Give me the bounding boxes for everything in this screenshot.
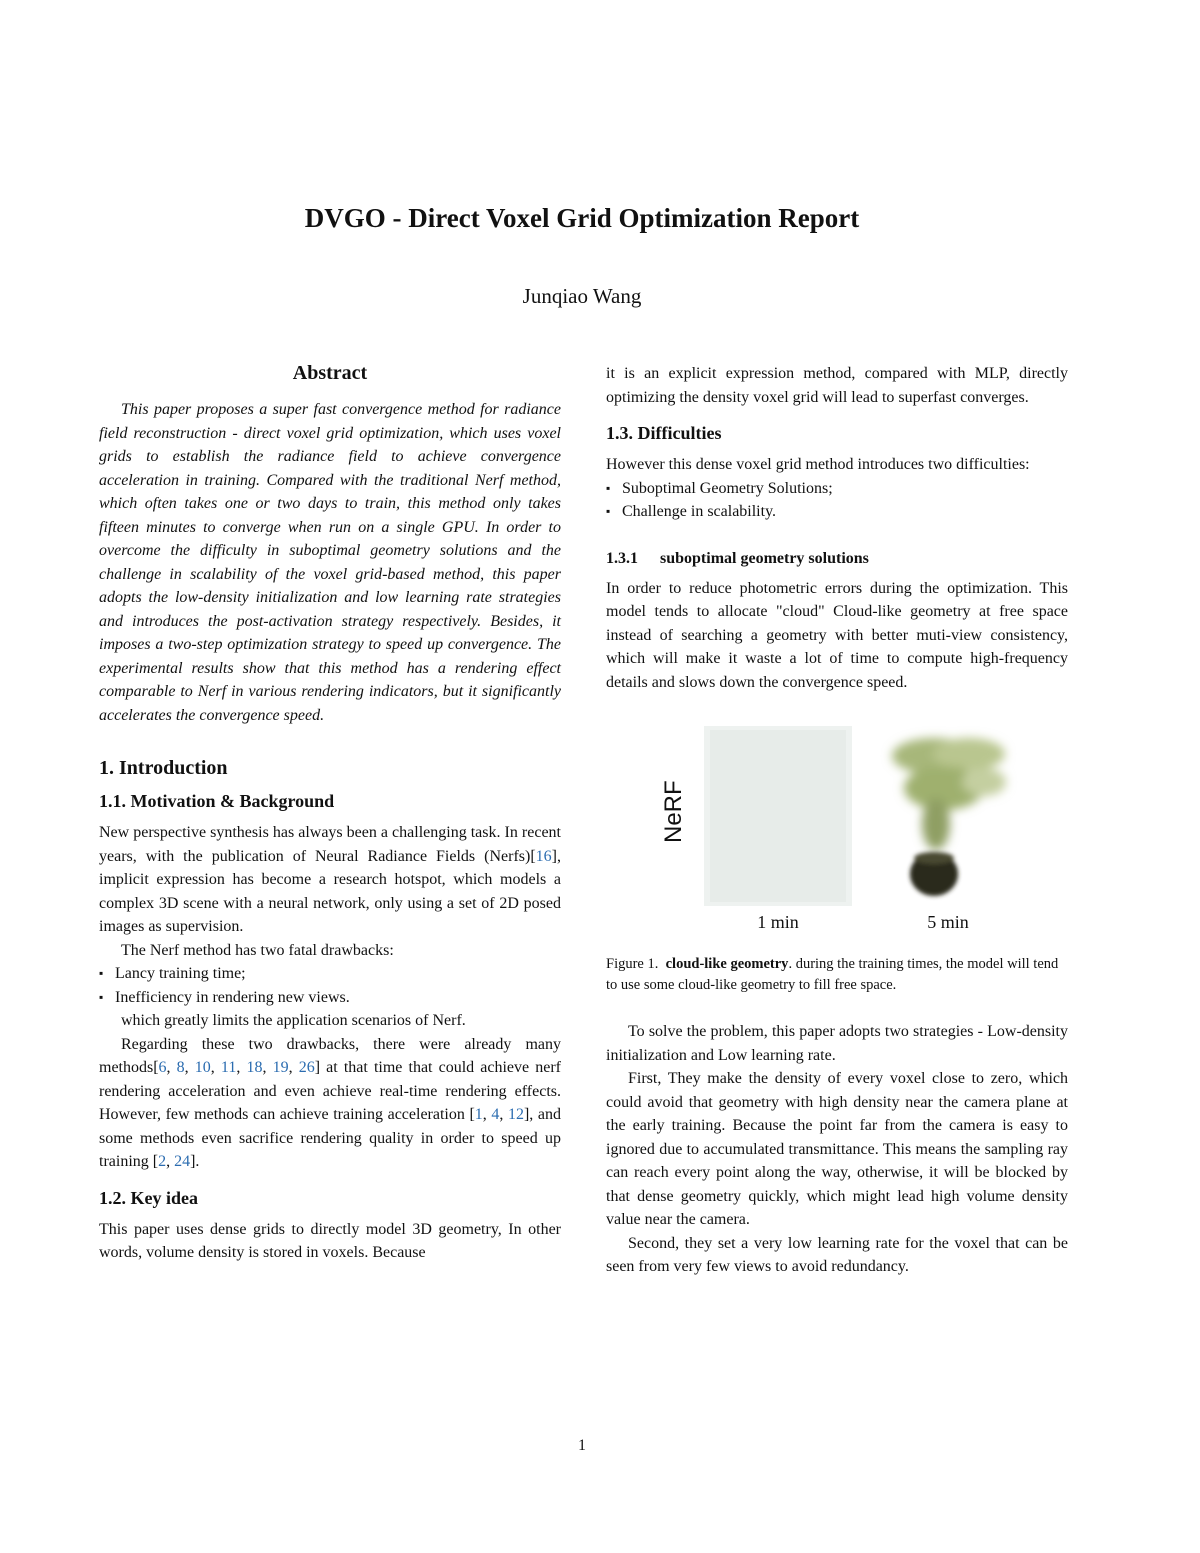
key-idea-paragraph-continued: it is an explicit expression method, compared with MLP, directly optimizing the density voxel grid will lead to superfast converges. <box>606 365 1068 406</box>
subsection-motivation-heading: 1.1. Motivation & Background <box>99 791 335 811</box>
subsubsection-heading <box>606 550 1068 568</box>
subsection-difficulties-heading: 1.3. Difficulties <box>606 423 722 443</box>
citation-link[interactable]: 8 <box>176 1059 185 1076</box>
page-number: 1 <box>578 1437 586 1454</box>
list-item: ▪ Challenge in scalability. <box>606 500 1068 524</box>
citation-link[interactable]: 26 <box>298 1059 315 1076</box>
difficulties-paragraph: However this dense voxel grid method introduces two difficulties: <box>606 456 1030 473</box>
suboptimal-paragraph: In order to reduce photometric errors during the optimization. This model tends to allocate "cloud" Cloud-like geometry at free space instead of searching a geometry with better muti-view consistency, which will make it waste a lot of time to compute high-frequency details and slows down the convergence speed. <box>606 579 1068 691</box>
subsubsection-number: 1.3.1 <box>606 549 638 567</box>
solution-paragraph-1: To solve the problem, this paper adopts two strategies - Low-density initialization and Low learning rate. <box>606 1023 1068 1064</box>
solution-paragraph-2: First, They make the density of every voxel close to zero, which could avoid that geometry with high density near the camera plane at the early training. Because the point far from the camera is easy to ignored due to accumulated transmittance. This means the sampling ray can reach every point along the way, otherwise, it will be blocked by that dense geometry quickly, which might lead high volume density value near the camera. <box>606 1070 1068 1228</box>
paper-title: DVGO - Direct Voxel Grid Optimization Report <box>304 203 860 233</box>
citation-link[interactable]: 19 <box>272 1059 289 1076</box>
citation-link[interactable]: 18 <box>246 1059 263 1076</box>
right-column <box>606 362 1068 1279</box>
section-introduction-heading: 1. Introduction <box>99 757 228 779</box>
list-item: ▪ Lancy training time; <box>99 962 561 986</box>
citation-link[interactable]: 16 <box>535 847 552 865</box>
figure-caption: Figure 1. cloud-like geometry. during the training times, the model will tend to use some cloud-like geometry to fill free space. <box>606 956 1059 993</box>
subsection-key-idea-heading: 1.2. Key idea <box>99 1187 198 1208</box>
author-name: Junqiao Wang <box>522 284 642 308</box>
left-column <box>99 362 561 1265</box>
figure-panel-5min <box>874 726 1022 906</box>
figure-row-label: NeRF <box>660 780 687 843</box>
citation-link[interactable]: 10 <box>194 1059 211 1076</box>
motivation-paragraph-3: which greatly limits the application scenarios of Nerf. <box>121 1012 466 1029</box>
citation-link[interactable]: 1 <box>474 1106 483 1123</box>
figure-panel-1min <box>704 726 852 906</box>
panel-label-1min: 1 min <box>757 912 799 932</box>
motivation-paragraph-1: New perspective synthesis has always been a challenging task. In recent years, with the publication of Neural Radiance Fields (Nerfs)[16], implicit expression has become a research hotspot, which models a complex 3D scene with a neural network, only using a set of 2D posed images as supervision. <box>99 824 561 935</box>
drawbacks-list <box>99 962 561 1009</box>
list-item: ▪ Inefficiency in rendering new views. <box>99 986 561 1010</box>
citation-link[interactable]: 12 <box>507 1106 524 1123</box>
abstract-text: This paper proposes a super fast convergence method for radiance field reconstruction - direct voxel grid optimization, which uses voxel grids to establish the radiance field to achieve convergence acceleration in training. Compared with the traditional Nerf method, which often takes one or two days to train, this method only takes fifteen minutes to converge when run on a single GPU. In order to overcome the difficulty in suboptimal geometry solutions and the challenge in scalability of the voxel grid-based method, this paper adopts the low-density initialization and low learning rate strategies and introduces the post-activation strategy respectively. Besides, it imposes a two-step optimization strategy to speed up convergence. The experimental results show that this method has a rendering effect comparable to Nerf in various rendering indicators, but it significantly accelerates the convergence speed. <box>99 401 561 724</box>
list-item: ▪ Suboptimal Geometry Solutions; <box>606 477 1068 501</box>
citation-link[interactable]: 24 <box>174 1153 191 1170</box>
citation-link[interactable]: 2 <box>158 1153 167 1170</box>
difficulties-list <box>606 477 1068 524</box>
solution-paragraph-3: Second, they set a very low learning rate for the voxel that can be seen from very few views to avoid redundancy. <box>606 1234 1068 1275</box>
motivation-paragraph-2: The Nerf method has two fatal drawbacks: <box>121 941 394 959</box>
figure-1 <box>606 726 1068 948</box>
key-idea-paragraph: This paper uses dense grids to directly model 3D geometry, In other words, volume density is stored in voxels. Because <box>99 1220 561 1261</box>
citation-link[interactable]: 11 <box>220 1059 237 1076</box>
panel-label-5min: 5 min <box>927 912 969 932</box>
citation-link[interactable]: 4 <box>491 1106 500 1123</box>
subsubsection-title: suboptimal geometry solutions <box>660 549 869 567</box>
motivation-paragraph-4: Regarding these two drawbacks, there were already many methods[6, 8, 10, 11, 18, 19, 26] at that time that could achieve nerf rendering acceleration and even achieve real-time rendering effects. However, few methods can achieve training acceleration [1, 4, 12], and some methods even sacrifice rendering quality in order to speed up training [2, 24]. <box>99 1035 562 1170</box>
abstract-heading: Abstract <box>292 362 368 384</box>
citation-link[interactable]: 6 <box>158 1059 167 1076</box>
pot-shape <box>910 852 958 896</box>
